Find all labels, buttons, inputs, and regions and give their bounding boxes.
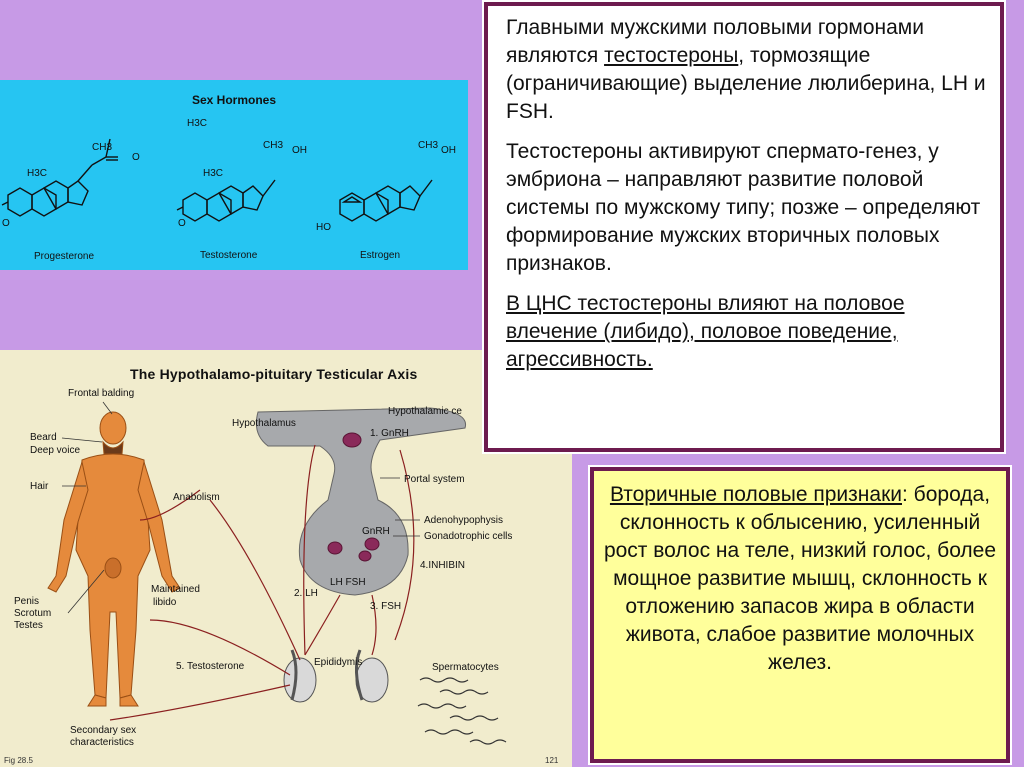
- spermatocytes-label: Spermatocytes: [432, 662, 499, 673]
- paragraph-2: Тестостероны активируют спермато-генез, у эмбриона – направляют развитие половой системы по мужскому типу; позже – определяют формирование мужских вторичных половых признаков.: [506, 140, 981, 275]
- beard-label: Beard: [30, 432, 57, 443]
- scrotum-label: Scrotum: [14, 608, 52, 619]
- atom-label: OH: [441, 145, 456, 156]
- gnrh-1-label: 1. GnRH: [370, 428, 409, 439]
- molecule-name: Estrogen: [360, 250, 401, 261]
- secondary-sex-label: Secondary sex: [70, 725, 137, 736]
- paragraph-1: [506, 14, 986, 126]
- lh-label: 2. LH: [294, 588, 318, 599]
- hypothalamic-label: Hypothalamic ce: [388, 406, 462, 417]
- spermatocytes-illustration: [418, 678, 506, 744]
- text-run: , тормозящие (ограничивающие) выделение люлиберина, LH и FSH.: [506, 44, 986, 123]
- adenohypophysis-label: Adenohypophysis: [424, 515, 503, 526]
- secondary-traits-heading: Вторичные половые признаки: [609, 483, 902, 506]
- secondary-traits-body: борода, склонность к облысению, усиленный рост волос на теле, низкий голос, более мощное развитие мышц, склонность к отложению запасов жира в области живота, слабое развитие молочных желез.: [603, 483, 997, 674]
- atom-label: O: [2, 218, 10, 229]
- axis-title: The Hypothalamo-pituitary Testicular Axis: [130, 366, 418, 382]
- testosterone-structure: [177, 180, 275, 221]
- fsh-label: 3. FSH: [370, 601, 402, 612]
- testosterones-term: тестостероны: [604, 44, 739, 67]
- hormones-title: Sex Hormones: [191, 93, 277, 107]
- atom-label: CH3: [92, 142, 113, 153]
- gnrh-label: GnRH: [362, 526, 390, 537]
- hair-label: Hair: [30, 481, 49, 492]
- figure-number: Fig 28.5: [4, 756, 33, 765]
- portal-system-label: Portal system: [404, 474, 465, 485]
- inhibin-label: 4.INHIBIN: [420, 560, 466, 571]
- molecule-name: Progesterone: [34, 251, 95, 262]
- estrogen-structure: [340, 180, 432, 221]
- text-run: Главными мужскими половыми гормонами являются: [506, 16, 924, 67]
- atom-label: H3C: [187, 118, 208, 129]
- testosterone-label: 5. Testosterone: [176, 661, 245, 672]
- atom-label: H3C: [27, 168, 48, 179]
- frontal-balding-label: Frontal balding: [68, 388, 135, 399]
- atom-label: H3C: [203, 168, 224, 179]
- sex-hormones-figure: [0, 80, 468, 270]
- atom-label: OH: [292, 145, 307, 156]
- figure-page-number: 121: [545, 756, 559, 765]
- atom-label: HO: [316, 222, 331, 233]
- lh-fsh-label: LH FSH: [330, 577, 366, 588]
- atom-label: O: [178, 218, 186, 229]
- anabolism-label: Anabolism: [173, 492, 220, 503]
- characteristics-label: characteristics: [70, 737, 134, 748]
- deep-voice-label: Deep voice: [30, 445, 81, 456]
- secondary-traits-box: [590, 467, 1010, 763]
- male-body-illustration: [48, 412, 180, 706]
- penis-label: Penis: [14, 596, 40, 607]
- steroid-structures: [0, 80, 468, 270]
- heading-colon: :: [902, 483, 908, 506]
- paragraph-3: В ЦНС тестостероны влияют на половое влечение (либидо), половое поведение, агрессивность.: [506, 292, 905, 371]
- libido-label: libido: [153, 597, 177, 608]
- gonadotrophic-cells-label: Gonadotrophic cells: [424, 531, 513, 542]
- atom-label: CH3: [263, 140, 284, 151]
- testes-label: Testes: [14, 620, 43, 631]
- atom-label: O: [132, 152, 140, 163]
- male-hormones-text: [484, 2, 1004, 452]
- atom-label: CH3: [418, 140, 439, 151]
- maintained-label: Maintained: [151, 584, 200, 595]
- molecule-name: Testosterone: [200, 250, 258, 261]
- epididymis-label: Epididymis: [314, 657, 363, 668]
- hypothalamus-label: Hypothalamus: [232, 418, 296, 429]
